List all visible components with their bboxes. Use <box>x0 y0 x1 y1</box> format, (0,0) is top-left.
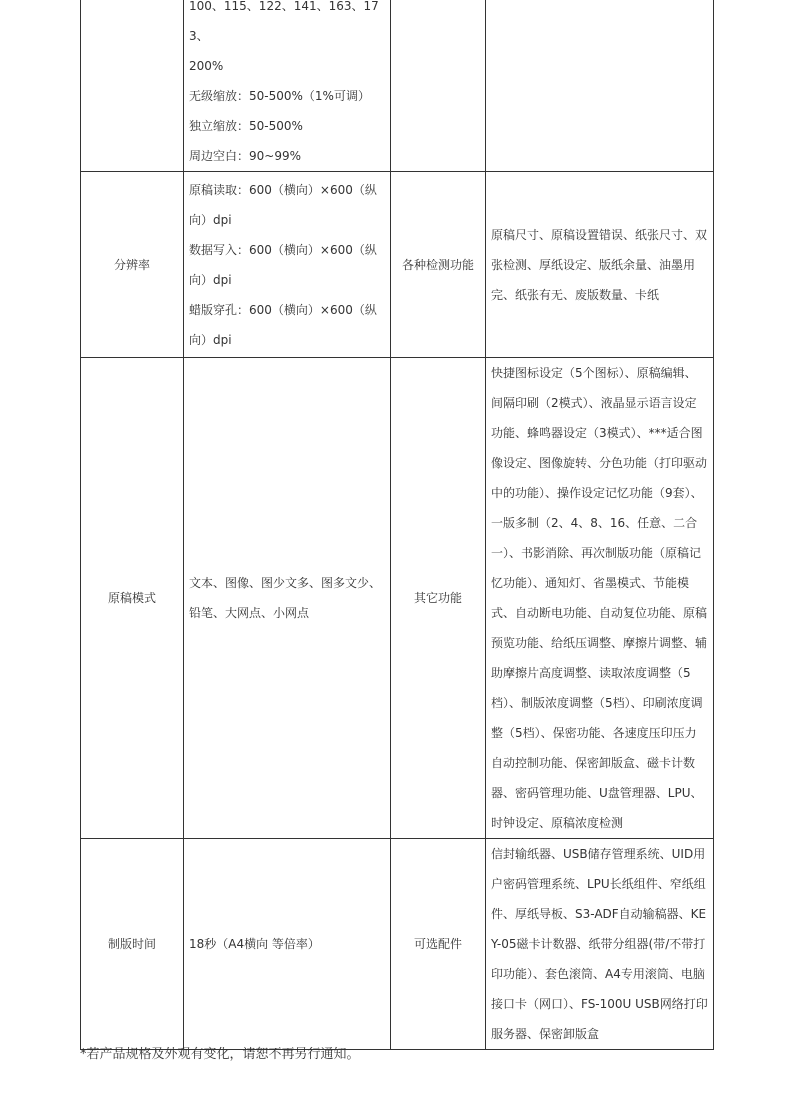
other-functions-value: 快捷图标设定（5个图标）、原稿编辑、间隔印刷（2模式）、液晶显示语言设定功能、蜂鸣器设定（3模式）、***适合图像设定、图像旋转、分色功能（打印驱动中的功能）、操作设定记忆功能（9套）、一版多制（2、4、8、16、任意、二合一）、书影消除、再次制版功能（原稿记忆功能）、通知灯、省墨模式、节能模式、自动断电功能、自动复位功能、原稿预览功能、给纸压调整、摩擦片调整、辅助摩擦片高度调整、读取浓度调整（5档）、制版浓度调整（5档）、印刷浓度调整（5档）、保密功能、各速度压印压力自动控制功能、保密卸版盒、磁卡计数器、密码管理功能、U盘管理器、LPU、时钟设定、原稿浓度检测 <box>486 358 714 839</box>
table-row <box>81 839 714 1050</box>
table-row <box>81 358 714 839</box>
original-mode-value: 文本、图像、图少文多、图多文少、铅笔、大网点、小网点 <box>184 358 391 839</box>
row-label <box>81 0 184 172</box>
row-value <box>486 0 714 172</box>
platemaking-time-value: 18秒（A4横向 等倍率） <box>184 839 391 1050</box>
cell-line: 200% <box>189 59 224 73</box>
detection-label: 各种检测功能 <box>391 172 486 358</box>
cell-line: 蜡版穿孔：600（横向）×600（纵向）dpi <box>189 302 377 347</box>
zoom-ratio-cell <box>184 0 391 172</box>
detection-value: 原稿尺寸、原稿设置错误、纸张尺寸、双张检测、厚纸设定、版纸余量、油墨用完、纸张有无、废版数量、卡纸 <box>486 172 714 358</box>
cell-line: 独立缩放：50-500% <box>189 119 303 133</box>
cell-line: 原稿读取：600（横向）×600（纵向）dpi <box>189 182 377 227</box>
cell-line: 无级缩放：50-500%（1%可调） <box>189 89 370 103</box>
other-functions-label: 其它功能 <box>391 358 486 839</box>
row-label <box>391 0 486 172</box>
resolution-value <box>184 172 391 358</box>
cell-line: 周边空白：90~99% <box>189 149 301 163</box>
platemaking-time-label: 制版时间 <box>81 839 184 1050</box>
optional-accessories-label: 可选配件 <box>391 839 486 1050</box>
original-mode-label: 原稿模式 <box>81 358 184 839</box>
table-row <box>81 0 714 172</box>
cell-line: 100、115、122、141、163、173、 <box>189 0 379 43</box>
table-row <box>81 172 714 358</box>
spec-table <box>80 0 714 1050</box>
footnote: *若产品规格及外观有变化，请恕不再另行通知。 <box>80 1047 360 1062</box>
resolution-label: 分辨率 <box>81 172 184 358</box>
cell-line: 数据写入：600（横向）×600（纵向）dpi <box>189 242 377 287</box>
optional-accessories-value: 信封输纸器、USB储存管理系统、UID用户密码管理系统、LPU长纸组件、窄纸组件、厚纸导板、S3-ADF自动输稿器、KEY-05磁卡计数器、纸带分组器(带/不带打印功能）、套色滚筒、A4专用滚筒、电脑接口卡（网口）、FS-100U USB网络打印服务器、保密卸版盒 <box>486 839 714 1050</box>
